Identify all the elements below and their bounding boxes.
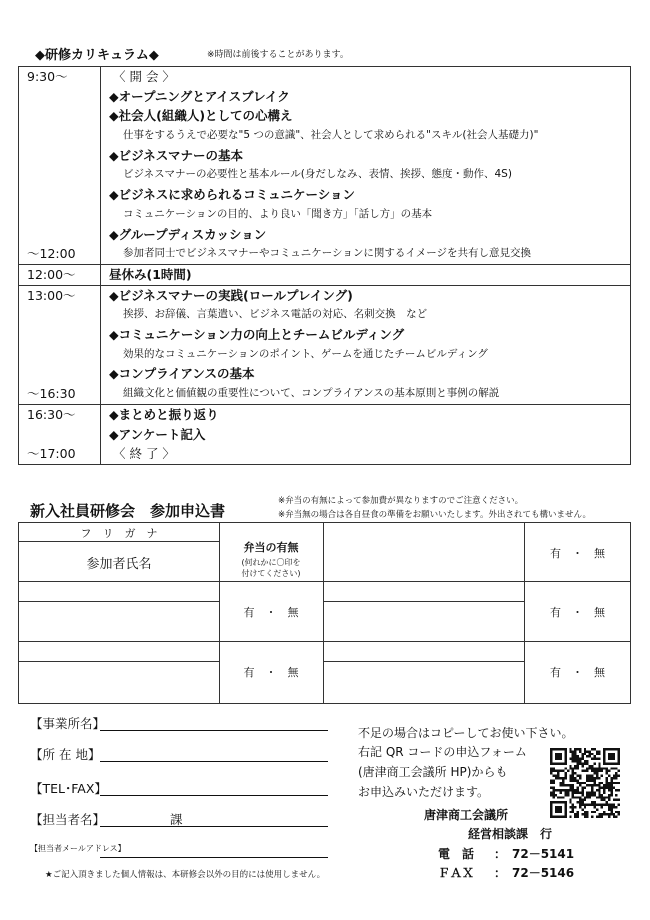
qr-note-2: (唐津商工会議所 HP)からも xyxy=(358,765,508,779)
lunch-instruction-1: (何れかに〇印を xyxy=(241,558,301,567)
session-heading: ◆ビジネスマナーの基本 xyxy=(109,147,243,163)
time-cell xyxy=(19,67,101,265)
participant-name-label: 参加者氏名 xyxy=(86,557,152,572)
start-time: 13:00～ xyxy=(27,287,76,303)
session-heading: ◆オープニングとアイスブレイク xyxy=(109,88,290,104)
session-heading: 昼休み(1時間) xyxy=(109,267,192,282)
form-note-no-lunch: ※弁当無の場合は各自昼食の準備をお願いいたします。外出されても構いません。 xyxy=(278,510,591,520)
company-name-line[interactable] xyxy=(100,730,328,731)
curriculum-row xyxy=(19,67,631,265)
privacy-note: ★ご記入頂きました個人情報は、本研修会以外の目的には使用しません。 xyxy=(45,870,326,880)
time-cell xyxy=(19,404,101,464)
fax-label: ＦＡＸ xyxy=(438,866,475,880)
form-note-lunch-fee: ※弁当の有無によって参加費が異なりますのでご注意ください。 xyxy=(278,496,524,506)
curriculum-row xyxy=(19,285,631,404)
content-cell xyxy=(101,265,631,286)
qr-code-icon[interactable] xyxy=(550,748,620,818)
email-line[interactable] xyxy=(100,857,328,858)
address-line[interactable] xyxy=(100,761,328,762)
copy-note: 不足の場合はコピーしてお使い下さい。 xyxy=(358,726,574,740)
fax-number: ： 72－5146 xyxy=(494,866,575,880)
qr-note-3: お申込みいただけます。 xyxy=(358,785,490,799)
end-time: ～12:00 xyxy=(27,246,76,262)
lunch-header: 弁当の有無 xyxy=(243,541,299,554)
lunch-instruction-2: 付けてください) xyxy=(241,569,301,578)
curriculum-table xyxy=(18,66,631,465)
contact-person-line[interactable] xyxy=(100,826,328,827)
curriculum-heading: ◆研修カリキュラム◆ xyxy=(35,48,159,63)
organization-name: 唐津商工会議所 xyxy=(424,808,509,822)
tel-fax-label: 【TEL･FAX】 xyxy=(30,781,107,796)
session-heading: ◆ビジネスマナーの実践(ロールプレイング) xyxy=(109,287,353,303)
session-description: 参加者同士でビジネスマナーやコミュニケーションに関するイメージを共有し意見交換 xyxy=(123,247,532,260)
lunch-choice[interactable]: 有 ・ 無 xyxy=(550,606,605,619)
session-description: ビジネスマナーの必要性と基本ルール(身だしなみ、表情、挨拶、態度・動作、4S) xyxy=(123,168,512,181)
company-name-label: 【事業所名】 xyxy=(30,716,106,731)
session-description: 挨拶、お辞儀、言葉遣い、ビジネス電話の対応、名刺交換 など xyxy=(123,308,428,321)
session-heading: ◆コンプライアンスの基本 xyxy=(109,366,255,382)
session-heading: ◆アンケート記入 xyxy=(109,426,206,442)
lunch-choice[interactable]: 有 ・ 無 xyxy=(243,606,299,619)
session-marker: 〈 開 会 〉 xyxy=(113,69,175,84)
lunch-choice[interactable]: 有 ・ 無 xyxy=(550,666,605,679)
phone-label: 電 話 xyxy=(438,847,475,861)
time-cell xyxy=(19,285,101,404)
contact-person-label: 【担当者名】 xyxy=(30,812,106,827)
email-label: 【担当者メールアドレス】 xyxy=(30,844,126,853)
furigana-label: フ リ ガ ナ xyxy=(80,527,158,540)
department-name: 経営相談課 行 xyxy=(468,827,553,841)
time-cell xyxy=(19,265,101,286)
section-suffix: 課 xyxy=(170,812,183,827)
qr-note-1: 右記 QR コードの申込フォーム xyxy=(358,745,527,759)
form-title: 新入社員研修会 参加申込書 xyxy=(30,502,226,520)
session-description: 効果的なコミュニケーションのポイント、ゲームを通じたチームビルディング xyxy=(123,347,488,360)
curriculum-note: ※時間は前後することがあります。 xyxy=(207,50,349,60)
registration-table xyxy=(18,522,631,704)
session-heading: ◆グループディスカッション xyxy=(109,226,267,242)
phone-number: ： 72－5141 xyxy=(494,847,575,861)
session-description: 組織文化と価値観の重要性について、コンプライアンスの基本原則と事例の解説 xyxy=(123,387,500,400)
start-time: 12:00～ xyxy=(27,267,76,282)
tel-fax-line[interactable] xyxy=(100,795,328,796)
lunch-choice[interactable]: 有 ・ 無 xyxy=(550,547,605,560)
end-time: ～16:30 xyxy=(27,386,76,402)
session-description: 仕事をするうえで必要な"5 つの意識"、社会人として求められる"スキル(社会人基礎力)" xyxy=(123,129,539,142)
session-description: コミュニケーションの目的、より良い「聞き方」「話し方」の基本 xyxy=(123,207,433,220)
start-time: 9:30～ xyxy=(27,69,68,84)
address-label: 【所 在 地】 xyxy=(30,747,101,762)
session-heading: ◆ビジネスに求められるコミュニケーション xyxy=(109,187,355,203)
session-heading: ◆社会人(組織人)としての心構え xyxy=(109,108,293,124)
start-time: 16:30～ xyxy=(27,406,76,422)
session-heading: ◆コミュニケーション力の向上とチームビルディング xyxy=(109,327,405,343)
end-time: ～17:00 xyxy=(27,446,76,462)
curriculum-row xyxy=(19,265,631,286)
content-cell xyxy=(101,285,631,404)
lunch-choice[interactable]: 有 ・ 無 xyxy=(243,666,299,679)
session-heading: ◆まとめと振り返り xyxy=(109,406,219,422)
content-cell xyxy=(101,404,631,464)
curriculum-row xyxy=(19,404,631,464)
content-cell xyxy=(101,67,631,265)
session-marker: 〈 終 了 〉 xyxy=(113,446,175,462)
